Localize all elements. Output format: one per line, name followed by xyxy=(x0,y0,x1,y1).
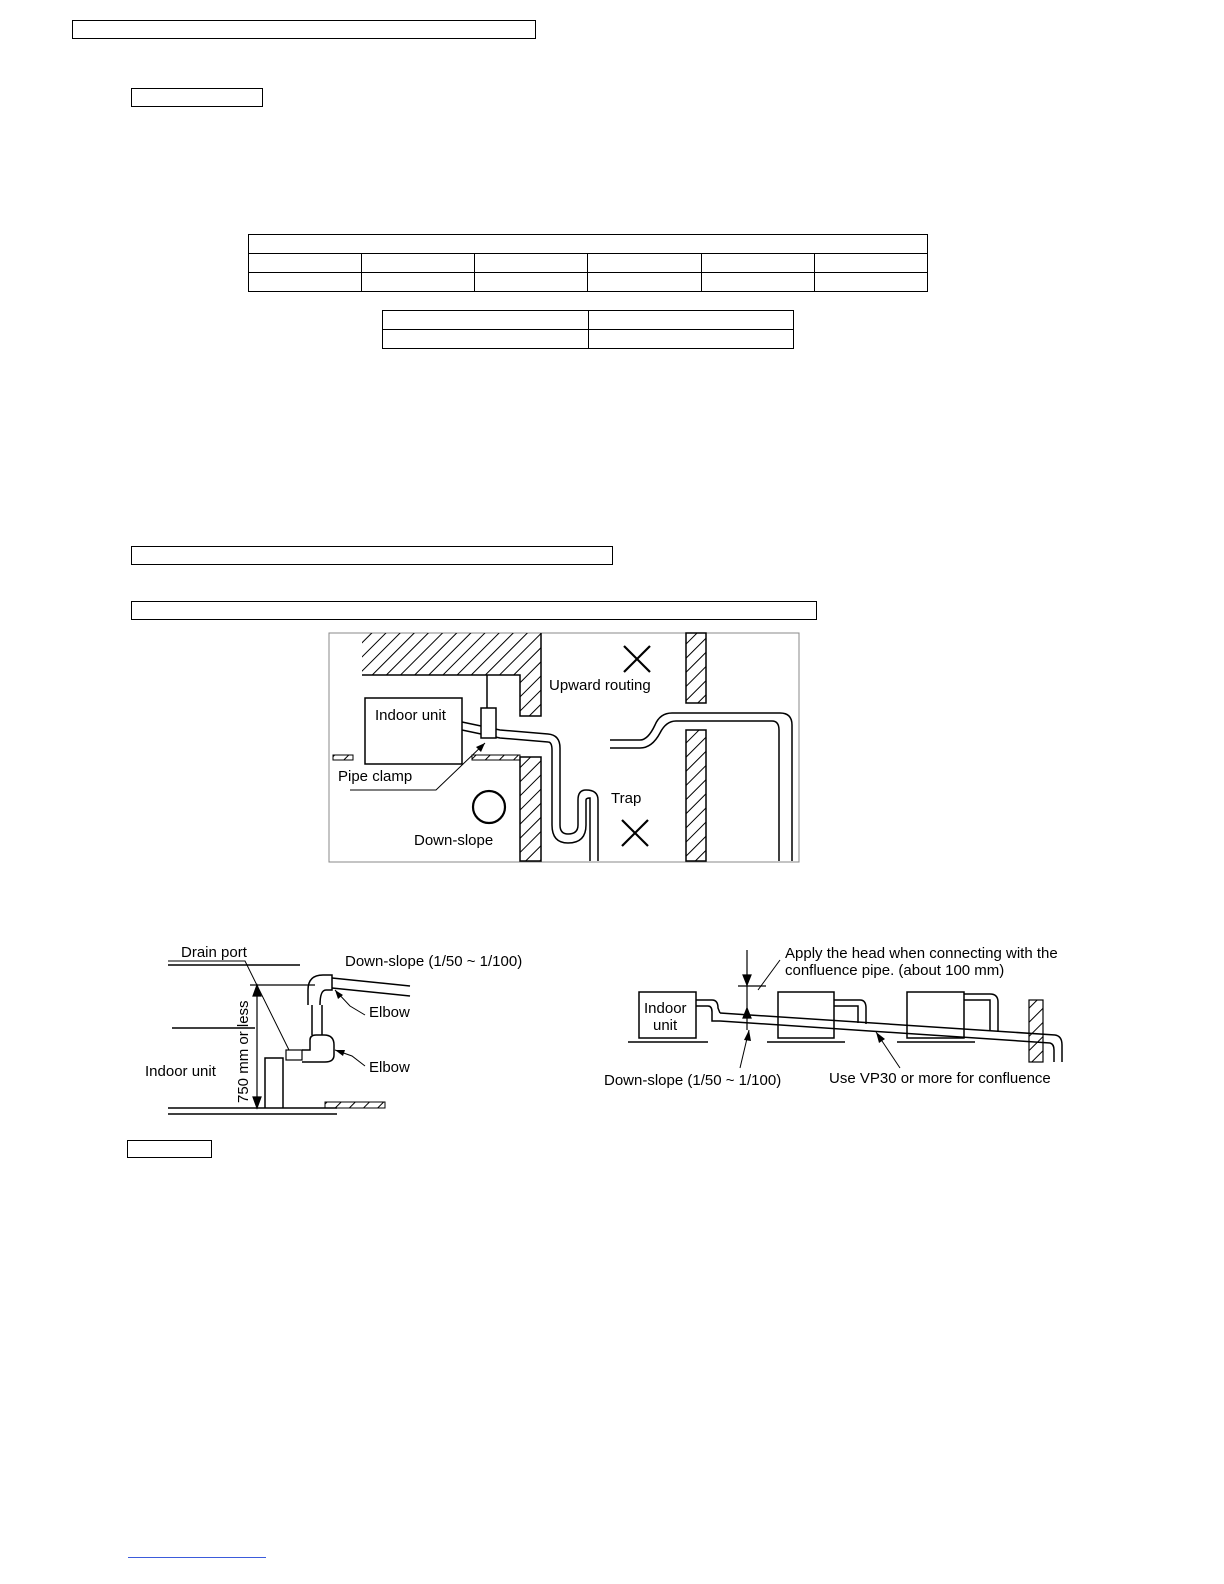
label-drain-port: Drain port xyxy=(181,944,247,961)
label-trap: Trap xyxy=(611,790,642,807)
label-down-slope: Down-slope (1/50 ~ 1/100) xyxy=(604,1072,782,1089)
label-elbow: Elbow xyxy=(369,1004,410,1021)
footer-link-underline[interactable] xyxy=(128,1557,266,1558)
label-indoor-line2: unit xyxy=(653,1017,678,1034)
label-head-line1: Apply the head when connecting with the xyxy=(785,945,1058,962)
section-heading-4 xyxy=(127,1140,212,1158)
label-head-line2: confluence pipe. (about 100 mm) xyxy=(785,962,1005,979)
label-indoor-unit: Indoor unit xyxy=(375,707,446,724)
label-pipe-clamp: Pipe clamp xyxy=(338,768,413,785)
label-upward-routing: Upward routing xyxy=(549,677,651,694)
label-height: 750 mm or less xyxy=(235,1000,252,1103)
label-elbow: Elbow xyxy=(369,1059,410,1076)
label-down-slope: Down-slope xyxy=(414,832,494,849)
label-down-slope: Down-slope (1/50 ~ 1/100) xyxy=(345,953,523,970)
wall xyxy=(1029,1000,1043,1062)
label-indoor-line1: Indoor xyxy=(644,1000,687,1017)
label-vp30: Use VP30 or more for confluence xyxy=(829,1070,1051,1087)
confluence-pipe xyxy=(696,994,1062,1062)
indoor-unit xyxy=(897,992,975,1042)
label-indoor-unit: Indoor unit xyxy=(145,1063,216,1080)
head-dimension xyxy=(738,950,766,1030)
